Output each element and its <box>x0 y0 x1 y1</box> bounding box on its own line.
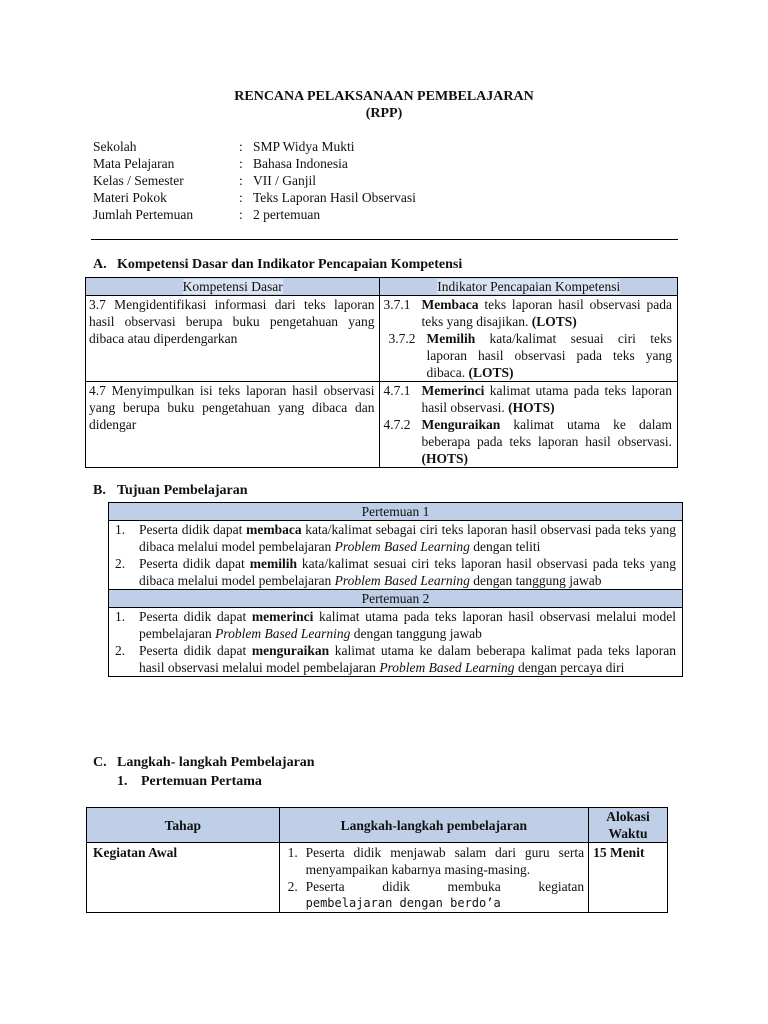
subsection-title: Pertemuan Pertama <box>141 774 262 789</box>
competency-table <box>85 277 678 468</box>
tahap-cell: Kegiatan Awal <box>87 843 280 913</box>
header-kd: Kompetensi Dasar <box>86 278 380 296</box>
kd-text: 3.7 Mengidentifikasi informasi dari teks laporan hasil observasi berupa buku pengetahuan yang dibaca atau diperdengarkan <box>89 297 375 346</box>
table-row <box>87 843 668 913</box>
list-item: 2. Peserta didik membuka kegiatan <box>287 879 585 894</box>
list-item: 1. Peserta didik menjawab salam dari guru serta menyampaikan kabarnya masing-masing. <box>287 845 585 877</box>
section-c-heading <box>93 755 315 771</box>
section-number: B. <box>93 483 106 498</box>
document-subtitle: (RPP) <box>365 106 403 121</box>
indicator-item: 4.7.2 Menguraikan kalimat utama ke dalam beberapa pada teks laporan hasil observasi. (HOTS) <box>383 417 672 466</box>
table-row <box>109 521 683 590</box>
table-row <box>86 296 678 382</box>
info-colon: : <box>239 139 243 154</box>
section-b-heading <box>93 483 248 499</box>
meeting-2-header: Pertemuan 2 <box>109 590 683 608</box>
meeting-1-objectives <box>109 521 683 590</box>
info-value: Teks Laporan Hasil Observasi <box>253 190 416 205</box>
kd-cell <box>86 382 380 468</box>
document-title-block <box>0 88 768 122</box>
info-label: Kelas / Semester <box>93 173 184 188</box>
section-title: Langkah- langkah Pembelajaran <box>117 755 315 770</box>
section-number: C. <box>93 755 107 770</box>
list-item: 2. Peserta didik dapat menguraikan kalimat utama ke dalam beberapa kalimat pada teks laporan hasil observasi melalui model pembelajaran Problem Based Learning dengan percaya diri <box>115 643 676 675</box>
info-colon: : <box>239 207 243 222</box>
header-alokasi: Alokasi Waktu <box>589 808 668 843</box>
list-item: 1. Peserta didik dapat membaca kata/kalimat sebagai ciri teks laporan hasil observasi pada teks yang dibaca melalui model pembelajaran Problem Based Learning dengan teliti <box>115 522 676 554</box>
section-a-heading <box>93 257 462 273</box>
info-row-meetings <box>93 206 416 223</box>
section-title: Tujuan Pembelajaran <box>117 483 248 498</box>
info-row-subject <box>93 155 416 172</box>
list-item: 1. Peserta didik dapat memerinci kalimat utama pada teks laporan hasil observasi melalui model pembelajaran Problem Based Learning dengan tanggung jawab <box>115 609 676 641</box>
info-value: SMP Widya Mukti <box>253 139 355 154</box>
header-tahap: Tahap <box>87 808 280 843</box>
table-row <box>86 382 678 468</box>
info-value: 2 pertemuan <box>253 207 321 222</box>
info-label: Sekolah <box>93 139 137 154</box>
info-label: Mata Pelajaran <box>93 156 175 171</box>
indicator-item: 4.7.1 Memerinci kalimat utama pada teks laporan hasil observasi. (HOTS) <box>383 383 672 415</box>
info-value: Bahasa Indonesia <box>253 156 348 171</box>
steps-table <box>86 807 668 913</box>
header-ipk: Indikator Pencapaian Kompetensi <box>380 278 678 296</box>
langkah-cell <box>279 843 588 913</box>
info-row-class <box>93 172 416 189</box>
info-label: Materi Pokok <box>93 190 167 205</box>
info-colon: : <box>239 190 243 205</box>
objectives-table <box>108 502 683 677</box>
info-row-topic <box>93 189 416 206</box>
info-label: Jumlah Pertemuan <box>93 207 194 222</box>
identity-block <box>93 138 416 223</box>
step-continuation: pembelajaran dengan berdo’a <box>305 896 501 910</box>
waktu-cell: 15 Menit <box>589 843 668 913</box>
meeting-2-objectives <box>109 608 683 677</box>
kd-text: 4.7 Menyimpulkan isi teks laporan hasil observasi yang berupa buku pengetahuan yang dibaca dan didengar <box>89 383 375 432</box>
list-item: 2. Peserta didik dapat memilih kata/kalimat sesuai ciri teks laporan hasil observasi pada teks yang dibaca melalui model pembelajaran Problem Based Learning dengan tanggung jawab <box>115 556 676 588</box>
indicator-item: 3.7.1 Membaca teks laporan hasil observasi pada teks yang disajikan. (LOTS) <box>383 297 672 329</box>
section-number: A. <box>93 257 107 272</box>
info-row-school <box>93 138 416 155</box>
info-value: VII / Ganjil <box>253 173 316 188</box>
ipk-cell <box>380 296 678 382</box>
info-colon: : <box>239 156 243 171</box>
meeting-1-header: Pertemuan 1 <box>109 503 683 521</box>
indicator-item: 3.7.2 Memilih kata/kalimat sesuai ciri teks laporan hasil observasi pada teks yang dibaca. (LOTS) <box>388 331 672 380</box>
table-row <box>109 608 683 677</box>
subsection-heading <box>117 774 262 790</box>
divider-line <box>91 239 678 240</box>
section-title: Kompetensi Dasar dan Indikator Pencapaian Kompetensi <box>117 257 463 272</box>
document-title: RENCANA PELAKSANAAN PEMBELAJARAN <box>234 89 534 104</box>
kd-cell <box>86 296 380 382</box>
info-colon: : <box>239 173 243 188</box>
ipk-cell <box>380 382 678 468</box>
subsection-number: 1. <box>117 774 128 789</box>
header-langkah: Langkah-langkah pembelajaran <box>279 808 588 843</box>
